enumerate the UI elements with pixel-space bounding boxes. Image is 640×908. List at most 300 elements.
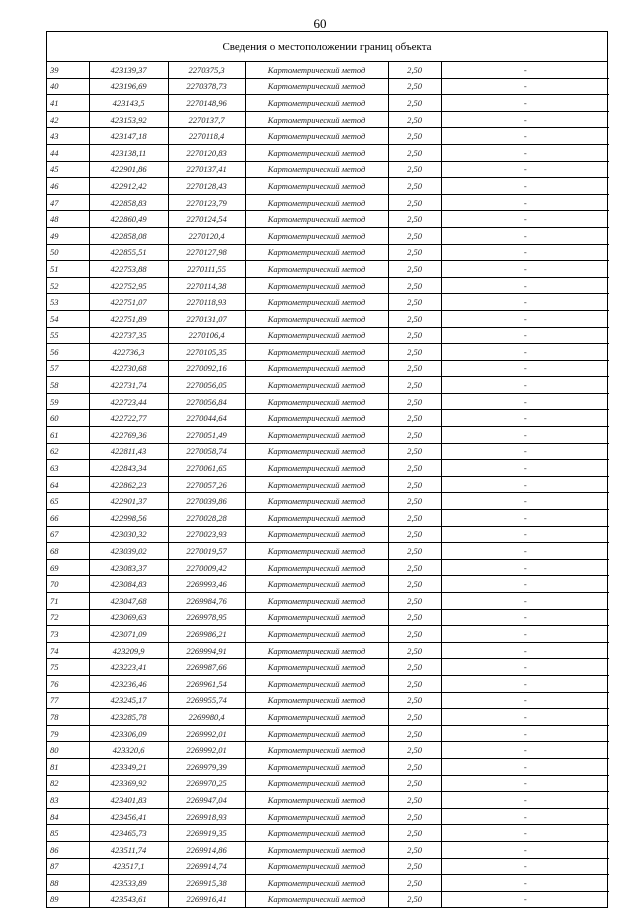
- x-coordinate-cell: 423196,69: [89, 78, 168, 95]
- note-cell: -: [441, 476, 609, 493]
- accuracy-cell: 2,50: [388, 709, 441, 726]
- accuracy-cell: 2,50: [388, 493, 441, 510]
- method-cell: Картометрический метод: [245, 758, 388, 775]
- x-coordinate-cell: 423285,78: [89, 709, 168, 726]
- point-number-cell: 44: [47, 144, 89, 161]
- point-number-cell: 58: [47, 377, 89, 394]
- note-cell: -: [441, 78, 609, 95]
- accuracy-cell: 2,50: [388, 377, 441, 394]
- y-coordinate-cell: 2270118,4: [168, 128, 245, 145]
- point-number-cell: 88: [47, 875, 89, 892]
- point-number-cell: 65: [47, 493, 89, 510]
- x-coordinate-cell: 422855,51: [89, 244, 168, 261]
- y-coordinate-cell: 2270106,4: [168, 327, 245, 344]
- note-cell: -: [441, 344, 609, 361]
- method-cell: Картометрический метод: [245, 144, 388, 161]
- y-coordinate-cell: 2270127,98: [168, 244, 245, 261]
- method-cell: Картометрический метод: [245, 709, 388, 726]
- x-coordinate-cell: 423245,17: [89, 692, 168, 709]
- method-cell: Картометрический метод: [245, 875, 388, 892]
- x-coordinate-cell: 423084,83: [89, 576, 168, 593]
- x-coordinate-cell: 422753,88: [89, 261, 168, 278]
- accuracy-cell: 2,50: [388, 792, 441, 809]
- accuracy-cell: 2,50: [388, 261, 441, 278]
- point-number-cell: 66: [47, 510, 89, 527]
- note-cell: -: [441, 95, 609, 112]
- y-coordinate-cell: 2269915,38: [168, 875, 245, 892]
- y-coordinate-cell: 2269992,01: [168, 742, 245, 759]
- note-cell: -: [441, 161, 609, 178]
- note-cell: -: [441, 427, 609, 444]
- x-coordinate-cell: 423533,89: [89, 875, 168, 892]
- method-cell: Картометрический метод: [245, 858, 388, 875]
- table-row: [47, 626, 609, 643]
- y-coordinate-cell: 2270148,96: [168, 95, 245, 112]
- point-number-cell: 75: [47, 659, 89, 676]
- y-coordinate-cell: 2269914,86: [168, 841, 245, 858]
- y-coordinate-cell: 2269987,66: [168, 659, 245, 676]
- note-cell: -: [441, 559, 609, 576]
- point-number-cell: 80: [47, 742, 89, 759]
- accuracy-cell: 2,50: [388, 725, 441, 742]
- accuracy-cell: 2,50: [388, 161, 441, 178]
- table-row: [47, 111, 609, 128]
- point-number-cell: 56: [47, 344, 89, 361]
- table-row: [47, 227, 609, 244]
- point-number-cell: 74: [47, 642, 89, 659]
- point-number-cell: 87: [47, 858, 89, 875]
- note-cell: -: [441, 875, 609, 892]
- accuracy-cell: 2,50: [388, 576, 441, 593]
- method-cell: Картометрический метод: [245, 327, 388, 344]
- x-coordinate-cell: 422860,49: [89, 211, 168, 228]
- table-row: [47, 476, 609, 493]
- accuracy-cell: 2,50: [388, 659, 441, 676]
- y-coordinate-cell: 2270056,05: [168, 377, 245, 394]
- accuracy-cell: 2,50: [388, 808, 441, 825]
- note-cell: -: [441, 742, 609, 759]
- table-row: [47, 642, 609, 659]
- x-coordinate-cell: 423369,92: [89, 775, 168, 792]
- method-cell: Картометрический метод: [245, 377, 388, 394]
- accuracy-cell: 2,50: [388, 244, 441, 261]
- y-coordinate-cell: 2269955,74: [168, 692, 245, 709]
- x-coordinate-cell: 422737,35: [89, 327, 168, 344]
- page-number: 60: [313, 16, 327, 31]
- y-coordinate-cell: 2270118,93: [168, 294, 245, 311]
- note-cell: -: [441, 841, 609, 858]
- y-coordinate-cell: 2269918,93: [168, 808, 245, 825]
- accuracy-cell: 2,50: [388, 62, 441, 78]
- accuracy-cell: 2,50: [388, 609, 441, 626]
- accuracy-cell: 2,50: [388, 742, 441, 759]
- y-coordinate-cell: 2270061,65: [168, 460, 245, 477]
- point-number-cell: 46: [47, 178, 89, 195]
- table-row: [47, 692, 609, 709]
- method-cell: Картометрический метод: [245, 543, 388, 560]
- method-cell: Картометрический метод: [245, 642, 388, 659]
- y-coordinate-cell: 2269961,54: [168, 675, 245, 692]
- table-row: [47, 659, 609, 676]
- point-number-cell: 61: [47, 427, 89, 444]
- point-number-cell: 63: [47, 460, 89, 477]
- x-coordinate-cell: 422901,86: [89, 161, 168, 178]
- table-row: [47, 427, 609, 444]
- y-coordinate-cell: 2270137,7: [168, 111, 245, 128]
- method-cell: Картометрический метод: [245, 775, 388, 792]
- table-row: [47, 559, 609, 576]
- point-number-cell: 49: [47, 227, 89, 244]
- accuracy-cell: 2,50: [388, 327, 441, 344]
- x-coordinate-cell: 422751,07: [89, 294, 168, 311]
- note-cell: -: [441, 642, 609, 659]
- point-number-cell: 41: [47, 95, 89, 112]
- x-coordinate-cell: 423083,37: [89, 559, 168, 576]
- y-coordinate-cell: 2270044,64: [168, 410, 245, 427]
- x-coordinate-cell: 423030,32: [89, 526, 168, 543]
- table-title: Сведения о местоположении границ объекта: [47, 32, 607, 62]
- accuracy-cell: 2,50: [388, 841, 441, 858]
- point-number-cell: 50: [47, 244, 89, 261]
- method-cell: Картометрический метод: [245, 227, 388, 244]
- x-coordinate-cell: 422912,42: [89, 178, 168, 195]
- note-cell: -: [441, 460, 609, 477]
- accuracy-cell: 2,50: [388, 476, 441, 493]
- table-row: [47, 493, 609, 510]
- point-number-cell: 84: [47, 808, 89, 825]
- method-cell: Картометрический метод: [245, 559, 388, 576]
- accuracy-cell: 2,50: [388, 758, 441, 775]
- accuracy-cell: 2,50: [388, 211, 441, 228]
- y-coordinate-cell: 2269978,95: [168, 609, 245, 626]
- x-coordinate-cell: 422751,89: [89, 310, 168, 327]
- method-cell: Картометрический метод: [245, 443, 388, 460]
- table-row: [47, 792, 609, 809]
- x-coordinate-cell: 422998,56: [89, 510, 168, 527]
- note-cell: -: [441, 62, 609, 78]
- method-cell: Картометрический метод: [245, 211, 388, 228]
- note-cell: -: [441, 593, 609, 610]
- accuracy-cell: 2,50: [388, 692, 441, 709]
- note-cell: -: [441, 393, 609, 410]
- y-coordinate-cell: 2269986,21: [168, 626, 245, 643]
- method-cell: Картометрический метод: [245, 95, 388, 112]
- table-row: [47, 294, 609, 311]
- method-cell: Картометрический метод: [245, 277, 388, 294]
- accuracy-cell: 2,50: [388, 626, 441, 643]
- y-coordinate-cell: 2270056,84: [168, 393, 245, 410]
- method-cell: Картометрический метод: [245, 261, 388, 278]
- note-cell: -: [441, 792, 609, 809]
- method-cell: Картометрический метод: [245, 62, 388, 78]
- accuracy-cell: 2,50: [388, 95, 441, 112]
- method-cell: Картометрический метод: [245, 178, 388, 195]
- table-row: [47, 609, 609, 626]
- table-row: [47, 244, 609, 261]
- method-cell: Картометрический метод: [245, 476, 388, 493]
- point-number-cell: 59: [47, 393, 89, 410]
- table-row: [47, 344, 609, 361]
- boundary-table-sheet: [46, 31, 608, 908]
- y-coordinate-cell: 2269994,91: [168, 642, 245, 659]
- x-coordinate-cell: 422722,77: [89, 410, 168, 427]
- point-number-cell: 83: [47, 792, 89, 809]
- accuracy-cell: 2,50: [388, 227, 441, 244]
- note-cell: -: [441, 443, 609, 460]
- method-cell: Картометрический метод: [245, 626, 388, 643]
- note-cell: -: [441, 725, 609, 742]
- table-row: [47, 410, 609, 427]
- point-number-cell: 39: [47, 62, 89, 78]
- table-row: [47, 858, 609, 875]
- point-number-cell: 43: [47, 128, 89, 145]
- table-row: [47, 144, 609, 161]
- method-cell: Картометрический метод: [245, 460, 388, 477]
- accuracy-cell: 2,50: [388, 510, 441, 527]
- note-cell: -: [441, 692, 609, 709]
- y-coordinate-cell: 2270114,38: [168, 277, 245, 294]
- note-cell: -: [441, 709, 609, 726]
- accuracy-cell: 2,50: [388, 875, 441, 892]
- accuracy-cell: 2,50: [388, 277, 441, 294]
- y-coordinate-cell: 2270058,74: [168, 443, 245, 460]
- method-cell: Картометрический метод: [245, 78, 388, 95]
- note-cell: -: [523, 894, 527, 905]
- y-coordinate-cell: 2270051,49: [168, 427, 245, 444]
- note-cell: -: [441, 808, 609, 825]
- point-number-cell: 69: [47, 559, 89, 576]
- accuracy-cell: 2,50: [388, 78, 441, 95]
- table-row: [47, 310, 609, 327]
- table-row: [47, 758, 609, 775]
- x-coordinate-cell: 422769,36: [89, 427, 168, 444]
- point-number-cell: 40: [47, 78, 89, 95]
- table-row: [47, 393, 609, 410]
- point-number-cell: 53: [47, 294, 89, 311]
- method-cell: Картометрический метод: [245, 510, 388, 527]
- table-row: [47, 360, 609, 377]
- x-coordinate-cell: 423517,1: [89, 858, 168, 875]
- note-cell: -: [441, 327, 609, 344]
- table-row: [47, 178, 609, 195]
- method-cell: Картометрический метод: [245, 841, 388, 858]
- point-number-cell: 76: [47, 675, 89, 692]
- point-number-cell: 42: [47, 111, 89, 128]
- note-cell: -: [441, 510, 609, 527]
- y-coordinate-cell: 2270105,35: [168, 344, 245, 361]
- x-coordinate-cell: 422730,68: [89, 360, 168, 377]
- accuracy-cell: 2,50: [388, 775, 441, 792]
- table-row: [47, 211, 609, 228]
- point-number-cell: 89: [47, 891, 89, 907]
- table-row: [47, 78, 609, 95]
- x-coordinate-cell: 423223,41: [89, 659, 168, 676]
- note-cell: -: [441, 194, 609, 211]
- x-coordinate-cell: 423153,92: [89, 111, 168, 128]
- point-number-cell: 68: [47, 543, 89, 560]
- method-cell: Картометрический метод: [245, 576, 388, 593]
- x-coordinate-cell: 422736,3: [89, 344, 168, 361]
- table-row: [47, 742, 609, 759]
- point-number-cell: 78: [47, 709, 89, 726]
- x-coordinate-cell: 423039,02: [89, 543, 168, 560]
- point-number-cell: 52: [47, 277, 89, 294]
- table-row: [47, 543, 609, 560]
- x-coordinate-cell: 423401,83: [89, 792, 168, 809]
- y-coordinate-cell: 2269914,74: [168, 858, 245, 875]
- table-row: [47, 161, 609, 178]
- accuracy-cell: 2,50: [388, 543, 441, 560]
- method-cell: Картометрический метод: [245, 128, 388, 145]
- note-cell: -: [441, 227, 609, 244]
- point-number-cell: 48: [47, 211, 89, 228]
- table-row: [47, 128, 609, 145]
- y-coordinate-cell: 2270123,79: [168, 194, 245, 211]
- accuracy-cell: 2,50: [388, 344, 441, 361]
- y-coordinate-cell: 2270128,43: [168, 178, 245, 195]
- x-coordinate-cell: 423320,6: [89, 742, 168, 759]
- y-coordinate-cell: 2270023,93: [168, 526, 245, 543]
- method-cell: Картометрический метод: [245, 692, 388, 709]
- x-coordinate-cell: 423456,41: [89, 808, 168, 825]
- x-coordinate-cell: 422843,34: [89, 460, 168, 477]
- x-coordinate-cell: 422723,44: [89, 393, 168, 410]
- note-cell: -: [441, 178, 609, 195]
- x-coordinate-cell: 423069,63: [89, 609, 168, 626]
- y-coordinate-cell: 2270120,83: [168, 144, 245, 161]
- note-cell: -: [441, 211, 609, 228]
- y-coordinate-cell: 2270137,41: [168, 161, 245, 178]
- accuracy-cell: 2,50: [388, 178, 441, 195]
- x-coordinate-cell: 423071,09: [89, 626, 168, 643]
- x-coordinate-cell: 422858,83: [89, 194, 168, 211]
- accuracy-cell: 2,50: [388, 443, 441, 460]
- y-coordinate-cell: 2269947,04: [168, 792, 245, 809]
- note-cell: -: [441, 310, 609, 327]
- point-number-cell: 55: [47, 327, 89, 344]
- accuracy-cell: 2,50: [388, 294, 441, 311]
- accuracy-cell: 2,50: [388, 410, 441, 427]
- x-coordinate-cell: 423139,37: [89, 62, 168, 78]
- table-row: [47, 841, 609, 858]
- note-cell: -: [441, 128, 609, 145]
- accuracy-cell: 2,50: [388, 642, 441, 659]
- note-cell: -: [441, 659, 609, 676]
- table-row: [47, 261, 609, 278]
- y-coordinate-cell: 2269979,39: [168, 758, 245, 775]
- note-cell: -: [441, 543, 609, 560]
- table-row: [47, 62, 609, 78]
- note-cell: -: [441, 261, 609, 278]
- table-row: [47, 377, 609, 394]
- x-coordinate-cell: 422862,23: [89, 476, 168, 493]
- point-number-cell: 85: [47, 825, 89, 842]
- method-cell: Картометрический метод: [245, 244, 388, 261]
- accuracy-cell: 2,50: [388, 675, 441, 692]
- table-row: [47, 277, 609, 294]
- method-cell: Картометрический метод: [245, 526, 388, 543]
- x-coordinate-cell: 423306,09: [89, 725, 168, 742]
- method-cell: Картометрический метод: [245, 393, 388, 410]
- method-cell: Картометрический метод: [245, 825, 388, 842]
- point-number-cell: 70: [47, 576, 89, 593]
- table-row: [47, 510, 609, 527]
- accuracy-cell: 2,50: [388, 858, 441, 875]
- point-number-cell: 67: [47, 526, 89, 543]
- note-cell: -: [441, 526, 609, 543]
- accuracy-cell: 2,50: [388, 128, 441, 145]
- accuracy-cell: 2,50: [388, 825, 441, 842]
- note-cell: -: [441, 277, 609, 294]
- point-number-cell: 82: [47, 775, 89, 792]
- table-row: [47, 825, 609, 842]
- y-coordinate-cell: 2270092,16: [168, 360, 245, 377]
- y-coordinate-cell: 2269993,46: [168, 576, 245, 593]
- method-cell: Картометрический метод: [245, 891, 388, 907]
- table-row: [47, 808, 609, 825]
- coordinates-table-body: [47, 62, 609, 907]
- table-row: [47, 327, 609, 344]
- y-coordinate-cell: 2270057,26: [168, 476, 245, 493]
- x-coordinate-cell: 423543,61: [89, 891, 168, 907]
- table-row: [47, 675, 609, 692]
- x-coordinate-cell: 423349,21: [89, 758, 168, 775]
- x-coordinate-cell: 422901,37: [89, 493, 168, 510]
- table-row: [47, 194, 609, 211]
- y-coordinate-cell: 2270120,4: [168, 227, 245, 244]
- note-cell: -: [441, 626, 609, 643]
- note-cell: -: [441, 758, 609, 775]
- method-cell: Картометрический метод: [245, 792, 388, 809]
- y-coordinate-cell: 2270009,42: [168, 559, 245, 576]
- point-number-cell: 64: [47, 476, 89, 493]
- y-coordinate-cell: 2269992,01: [168, 725, 245, 742]
- method-cell: Картометрический метод: [245, 111, 388, 128]
- x-coordinate-cell: 423047,68: [89, 593, 168, 610]
- accuracy-cell: 2,50: [388, 460, 441, 477]
- table-row: [47, 875, 609, 892]
- accuracy-cell: 2,50: [388, 526, 441, 543]
- method-cell: Картометрический метод: [245, 310, 388, 327]
- y-coordinate-cell: 2270131,07: [168, 310, 245, 327]
- y-coordinate-cell: 2270375,3: [168, 62, 245, 78]
- y-coordinate-cell: 2270019,57: [168, 543, 245, 560]
- point-number-cell: 73: [47, 626, 89, 643]
- method-cell: Картометрический метод: [245, 808, 388, 825]
- method-cell: Картометрический метод: [245, 410, 388, 427]
- y-coordinate-cell: 2269984,76: [168, 593, 245, 610]
- y-coordinate-cell: 2270111,55: [168, 261, 245, 278]
- method-cell: Картометрический метод: [245, 659, 388, 676]
- note-cell: -: [441, 576, 609, 593]
- y-coordinate-cell: 2269919,35: [168, 825, 245, 842]
- method-cell: Картометрический метод: [245, 344, 388, 361]
- method-cell: Картометрический метод: [245, 725, 388, 742]
- table-row: [47, 725, 609, 742]
- point-number-cell: 72: [47, 609, 89, 626]
- note-cell: -: [441, 825, 609, 842]
- point-number-cell: 51: [47, 261, 89, 278]
- point-number-cell: 47: [47, 194, 89, 211]
- x-coordinate-cell: 422811,43: [89, 443, 168, 460]
- note-cell: -: [441, 111, 609, 128]
- point-number-cell: 79: [47, 725, 89, 742]
- x-coordinate-cell: 423465,73: [89, 825, 168, 842]
- accuracy-cell: 2,50: [388, 360, 441, 377]
- accuracy-cell: 2,50: [388, 111, 441, 128]
- point-number-cell: 77: [47, 692, 89, 709]
- x-coordinate-cell: 423138,11: [89, 144, 168, 161]
